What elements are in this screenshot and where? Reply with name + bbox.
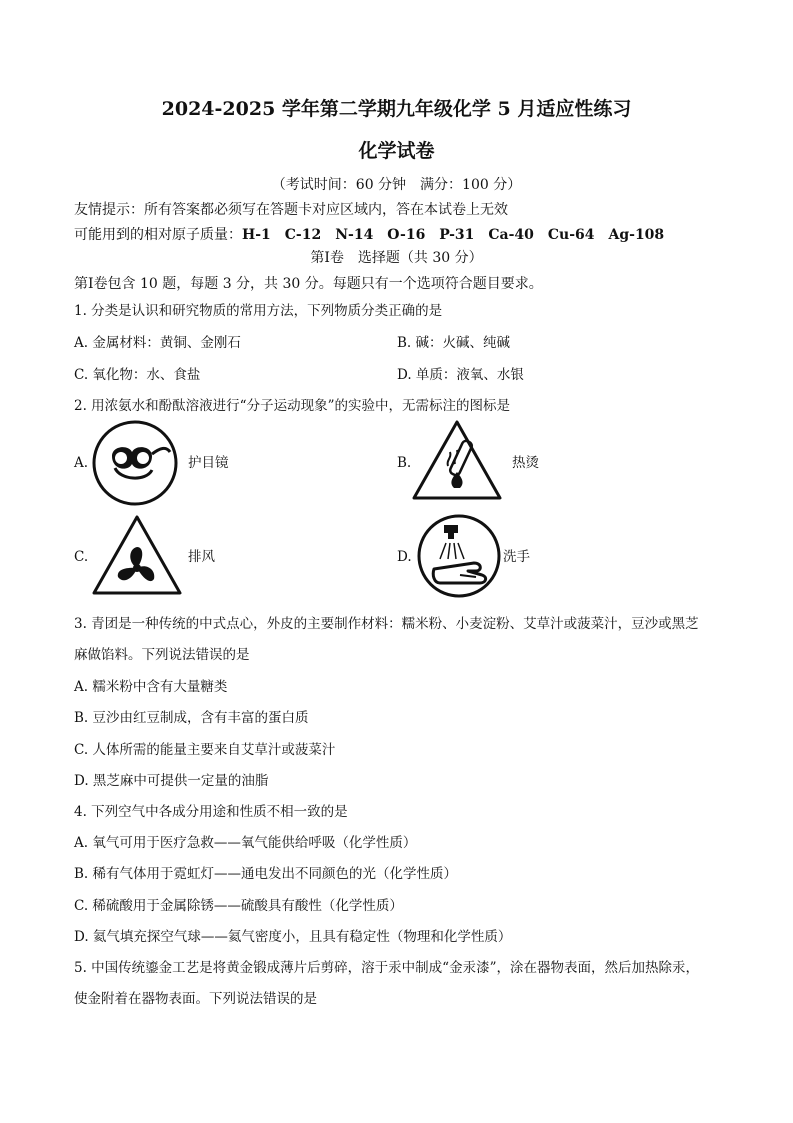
q2-stem: 2. 用浓氨水和酚酞溶液进行“分子运动现象”的实验中，无需标注的图标是 [74, 398, 510, 414]
q2-option-a-label: 护目镜 [188, 455, 229, 471]
q2-option-d-letter: D. [397, 549, 412, 565]
fan-icon [90, 513, 184, 601]
notice: 友情提示：所有答案都必须写在答题卡对应区域内，答在本试卷上无效 [74, 202, 508, 218]
q4-option-c: C. 稀硫酸用于金属除锈——硫酸具有酸性（化学性质） [74, 898, 403, 914]
section-intro: 第Ⅰ卷包含 10 题，每题 3 分，共 30 分。每题只有一个选项符合题目要求。 [74, 276, 543, 292]
q5-stem-line2: 使金附着在器物表面。下列说法错误的是 [74, 991, 317, 1007]
atomic-masses [74, 226, 664, 244]
q3-option-d: D. 黑芝麻中可提供一定量的油脂 [74, 773, 269, 789]
q1-option-b: B. 碱：火碱、纯碱 [397, 335, 511, 351]
q1-option-a: A. 金属材料：黄铜、金刚石 [74, 335, 241, 351]
q1-option-d: D. 单质：液氧、水银 [397, 367, 524, 383]
q2-option-b-letter: B. [397, 455, 412, 471]
goggles-icon [90, 418, 180, 512]
atomic-masses-values: H-1 C-12 N-14 O-16 P-31 Ca-40 Cu-64 Ag-108 [242, 227, 665, 243]
hand-wash-icon [416, 513, 502, 603]
q5-stem-line1: 5. 中国传统鎏金工艺是将黄金锻成薄片后剪碎，溶于汞中制成“金汞漆”，涂在器物表面，然后加热除汞， [74, 960, 699, 976]
exam-info: （考试时间：60 分钟 满分：100 分） [271, 177, 522, 193]
section-title: 第Ⅰ卷 选择题（共 30 分） [310, 250, 483, 266]
q3-option-a: A. 糯米粉中含有大量糖类 [74, 679, 228, 695]
q3-stem-line1: 3. 青团是一种传统的中式点心，外皮的主要制作材料：糯米粉、小麦淀粉、艾草汁或菠菜汁，豆沙或黑芝 [74, 616, 699, 632]
q3-option-b: B. 豆沙由红豆制成，含有丰富的蛋白质 [74, 710, 309, 726]
q4-option-b: B. 稀有气体用于霓虹灯——通电发出不同颜色的光（化学性质） [74, 866, 458, 882]
q2-option-c-label: 排风 [188, 549, 215, 565]
q3-stem-line2: 麻做馅料。下列说法错误的是 [74, 647, 250, 663]
atomic-masses-label: 可能用到的相对原子质量： [74, 227, 242, 243]
q2-option-c-letter: C. [74, 549, 89, 565]
q2-option-b-label: 热烫 [512, 455, 539, 471]
q2-option-a-letter: A. [74, 455, 89, 471]
exam-subtitle: 化学试卷 [358, 140, 435, 162]
q1-option-c: C. 氧化物：水、食盐 [74, 367, 201, 383]
q2-option-d-label: 洗手 [503, 549, 530, 565]
hot-surface-icon [410, 418, 504, 506]
q4-option-a: A. 氧气可用于医疗急救——氧气能供给呼吸（化学性质） [74, 835, 417, 851]
q4-option-d: D. 氦气填充探空气球——氦气密度小，且具有稳定性（物理和化学性质） [74, 929, 512, 945]
q1-stem: 1. 分类是认识和研究物质的常用方法，下列物质分类正确的是 [74, 303, 443, 319]
q3-option-c: C. 人体所需的能量主要来自艾草汁或菠菜汁 [74, 742, 336, 758]
exam-title: 2024-2025 学年第二学期九年级化学 5 月适应性练习 [161, 98, 632, 120]
q4-stem: 4. 下列空气中各成分用途和性质不相一致的是 [74, 804, 348, 820]
